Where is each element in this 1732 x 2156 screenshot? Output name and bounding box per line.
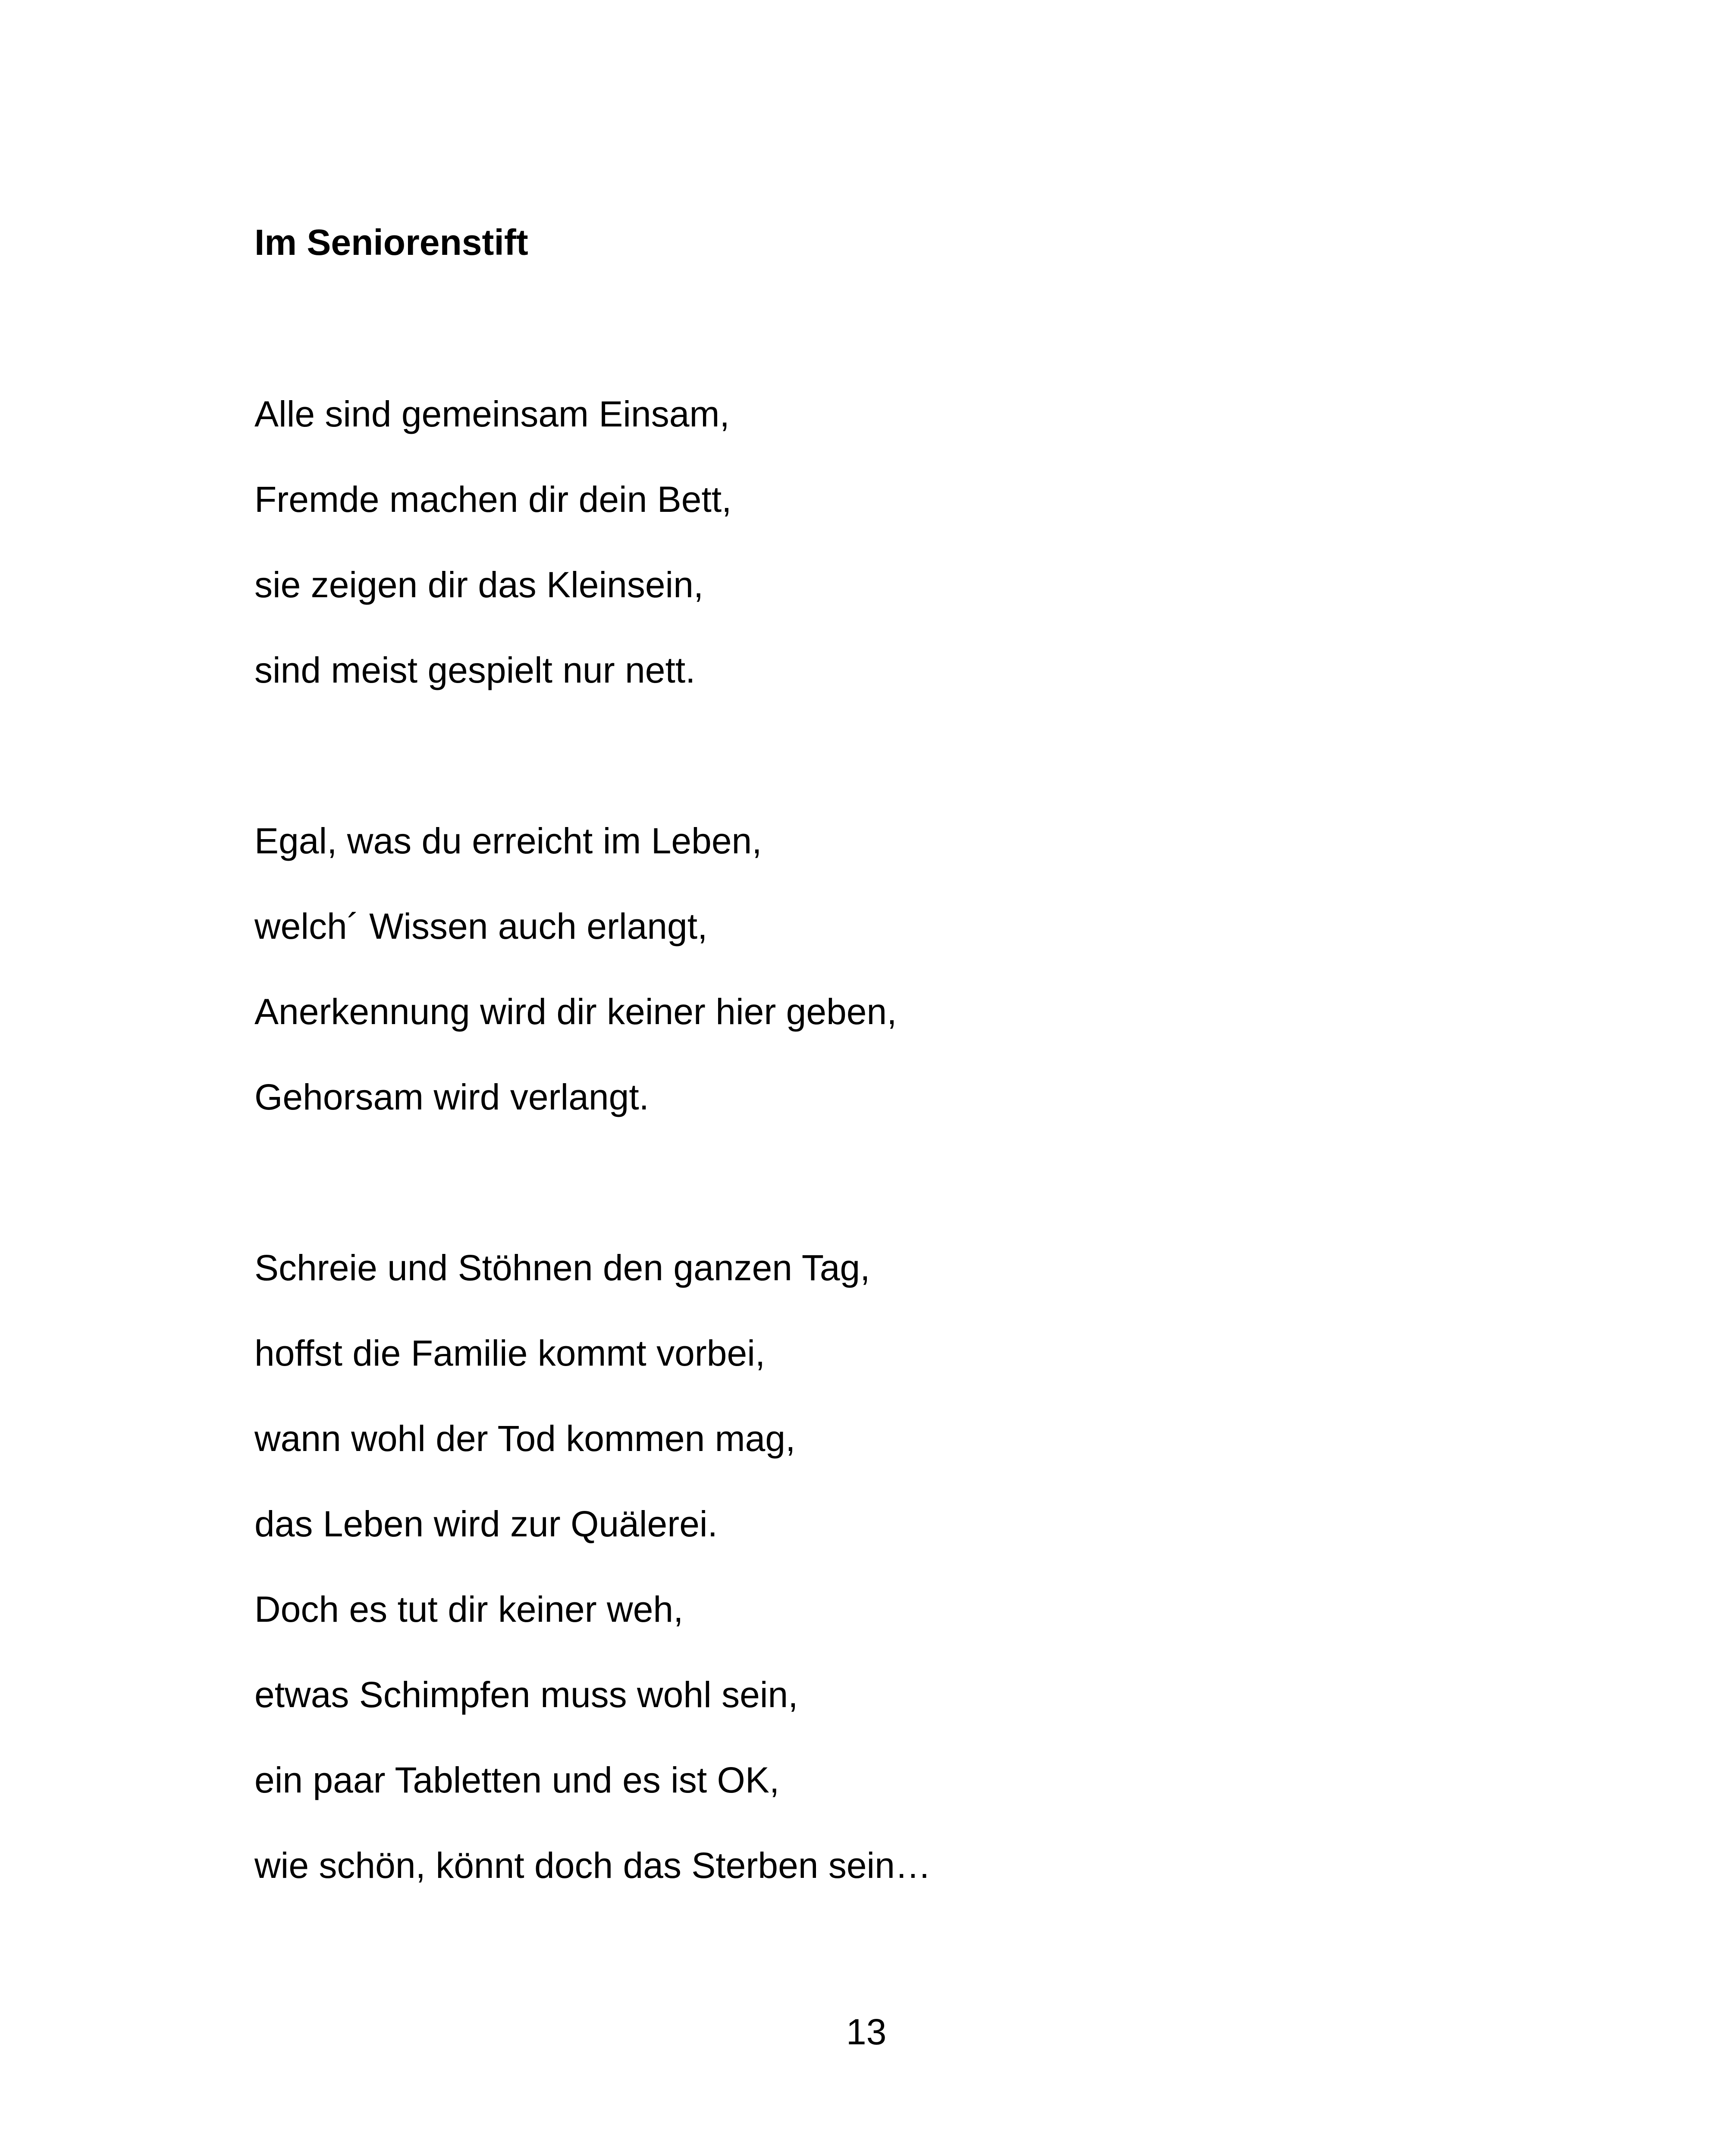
page-number: 13 [846, 2012, 887, 2052]
poem-title: Im Seniorenstift [254, 222, 528, 263]
poem-line: Anerkennung wird dir keiner hier geben, [254, 991, 897, 1032]
poem-line: wie schön, könnt doch das Sterben sein… [254, 1845, 931, 1886]
poem-line: Gehorsam wird verlangt. [254, 1077, 650, 1117]
poem-line: sie zeigen dir das Kleinsein, [254, 564, 704, 605]
poem-line: sind meist gespielt nur nett. [254, 650, 696, 690]
poem-line: ein paar Tabletten und es ist OK, [254, 1760, 780, 1800]
poem-line: etwas Schimpfen muss wohl sein, [254, 1674, 798, 1715]
poem-line: hoffst die Familie kommt vorbei, [254, 1333, 766, 1373]
poem-line: welch´ Wissen auch erlangt, [254, 906, 708, 946]
poem-line: Egal, was du erreicht im Leben, [254, 821, 762, 861]
poem-line: das Leben wird zur Quälerei. [254, 1504, 718, 1544]
poem-line: wann wohl der Tod kommen mag, [254, 1418, 796, 1459]
poem-line: Schreie und Stöhnen den ganzen Tag, [254, 1247, 870, 1288]
poem-line: Doch es tut dir keiner weh, [254, 1589, 684, 1630]
poem-line: Fremde machen dir dein Bett, [254, 479, 732, 520]
poem-line: Alle sind gemeinsam Einsam, [254, 394, 730, 434]
